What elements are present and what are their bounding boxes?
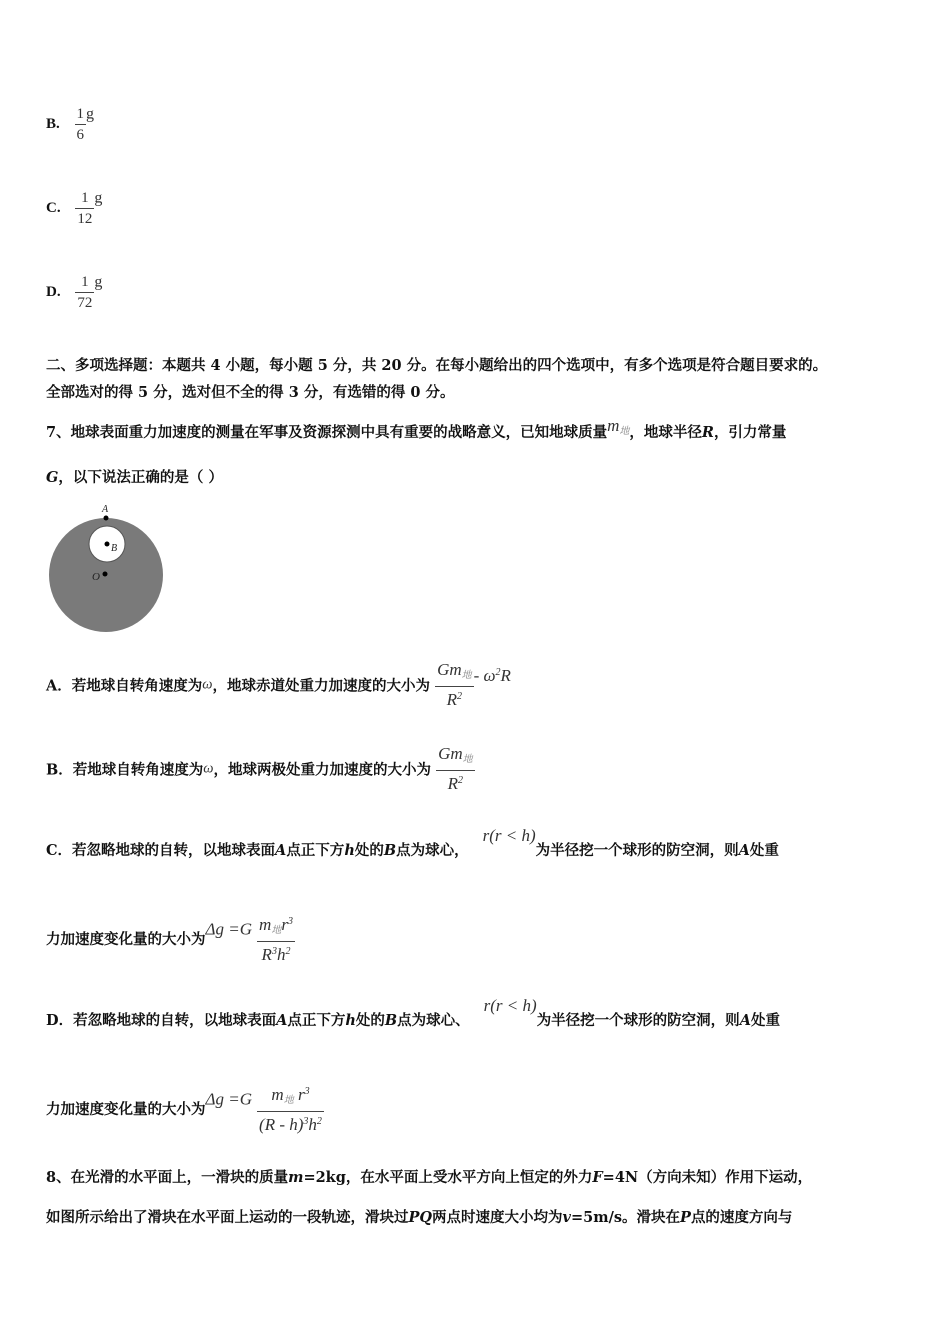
num-sub: 地 xyxy=(271,925,282,936)
den-sup: 2 xyxy=(458,775,464,786)
option-label: B. xyxy=(46,116,60,132)
q8-text-c: =4N（方向未知）作用下运动， xyxy=(602,1169,813,1186)
den-r: R xyxy=(261,945,272,964)
num-r-sup: 3 xyxy=(304,1086,310,1097)
option-a-tail xyxy=(474,666,511,685)
point-b: B xyxy=(384,1012,398,1029)
denominator xyxy=(257,942,295,965)
unit: g xyxy=(86,105,95,123)
q8-text-f: =5m/s。滑块在 xyxy=(570,1209,681,1226)
option-c-text1: C．若忽略地球的自转，以地球表面 xyxy=(46,842,276,859)
fraction xyxy=(75,104,87,145)
radius-condition: r(r < h) xyxy=(483,996,537,1015)
q8-text-g: 点的速度方向与 xyxy=(690,1209,793,1226)
q8-text-b: =2kg，在水平面上受水平方向上恒定的外力 xyxy=(303,1169,593,1186)
q8-line1 xyxy=(46,1166,812,1187)
numerator xyxy=(257,912,295,942)
option-d-text1: D．若忽略地球的自转，以地球表面 xyxy=(46,1012,277,1029)
num-text: Gm xyxy=(437,660,462,679)
num-r-sup: 3 xyxy=(287,916,293,927)
q8-text-e: 两点时速度大小均为 xyxy=(432,1209,563,1226)
den-rh-sup: 3 xyxy=(303,1116,309,1127)
point-a: A xyxy=(276,1012,288,1029)
num-text: Gm xyxy=(438,744,463,763)
numerator: 1 xyxy=(75,104,87,125)
point-a2: A xyxy=(739,1012,751,1029)
label-b: B xyxy=(111,543,118,554)
q7-option-b xyxy=(46,744,475,794)
option-c-line2-text: 力加速度变化量的大小为 xyxy=(46,931,206,948)
section-heading: 二、多项选择题：本题共 4 小题，每小题 5 分，共 20 分。在每小题给出的四个选项中，有多个选项是符合题目要求的。 xyxy=(46,357,828,374)
q7-stem-text: 7、地球表面重力加速度的测量在军事及资源探测中具有重要的战略意义，已知地球质量 xyxy=(46,424,608,441)
option-c-text2: 点正下方 xyxy=(286,842,345,859)
den-h: h xyxy=(308,1115,317,1134)
numerator: 1 xyxy=(75,272,94,293)
omega-symbol: ω xyxy=(202,676,213,693)
den-rh: (R - h) xyxy=(259,1115,304,1134)
option-d-text6: 处重 xyxy=(750,1012,780,1029)
unit: g xyxy=(94,189,103,207)
option-a-fraction xyxy=(435,660,474,710)
fraction xyxy=(75,188,94,229)
denominator: 6 xyxy=(76,127,85,143)
point-p: P xyxy=(680,1209,691,1226)
point-a-dot xyxy=(104,516,109,521)
q7-option-d-line1 xyxy=(46,996,780,1030)
point-a2: A xyxy=(738,842,750,859)
velocity-v: v xyxy=(562,1209,571,1226)
option-label: D. xyxy=(46,284,61,300)
label-o: O xyxy=(92,571,100,583)
num-m: m xyxy=(259,915,272,934)
radius-symbol: R xyxy=(701,424,714,441)
den-h-sup: 2 xyxy=(316,1116,322,1127)
den-r-sup: 3 xyxy=(271,946,277,957)
option-b-fraction xyxy=(436,744,475,794)
tail-omega: - ω xyxy=(473,666,496,685)
q8-text-a: 8、在光滑的水平面上，一滑块的质量 xyxy=(46,1169,289,1186)
option-d-text4: 点为球心、 xyxy=(397,1012,470,1029)
den-h-sup: 2 xyxy=(285,946,291,957)
delta-g-lhs: Δg =G xyxy=(205,919,252,939)
option-d-text5: 为半径挖一个球形的防空洞，则 xyxy=(536,1012,740,1029)
q7-option-d-line2 xyxy=(46,1082,324,1135)
den-text: R xyxy=(447,774,459,793)
tail-sup: 2 xyxy=(495,667,501,678)
points-pq: PQ xyxy=(408,1209,433,1226)
numerator xyxy=(436,744,475,771)
option-b-prev xyxy=(46,104,94,145)
point-b: B xyxy=(383,842,397,859)
section-heading-line2: 全部选对的得 5 分，选对但不全的得 3 分，有选错的得 0 分。 xyxy=(46,384,455,401)
q7-stem-text3: ，引力常量 xyxy=(713,424,787,441)
den-text: R xyxy=(446,690,458,709)
mass-m: m xyxy=(607,416,620,435)
num-r: r xyxy=(297,1085,305,1104)
depth-h: h xyxy=(345,1012,356,1029)
q7-stem-line1 xyxy=(46,416,786,442)
option-a-text2: ，地球赤道处重力加速度的大小为 xyxy=(212,677,430,695)
num-sub: 地 xyxy=(283,1095,294,1106)
option-c-text5: 为半径挖一个球形的防空洞，则 xyxy=(535,842,739,859)
q7-stem-text2: ，地球半径 xyxy=(629,424,702,441)
point-o-dot xyxy=(103,572,108,577)
mass-symbol xyxy=(607,416,629,435)
mass-sub: 地 xyxy=(619,426,630,437)
point-b-dot xyxy=(105,542,110,547)
numerator: 1 xyxy=(75,188,94,209)
depth-h: h xyxy=(344,842,355,859)
q7-option-c-line1 xyxy=(46,826,779,860)
num-sub: 地 xyxy=(462,754,473,765)
denominator: 12 xyxy=(77,211,93,227)
q8-line2 xyxy=(46,1206,792,1227)
numerator xyxy=(257,1082,324,1112)
delta-g-lhs: Δg =G xyxy=(205,1089,252,1109)
q8-text-d: 如图所示给出了滑块在水平面上运动的一段轨迹，滑块过 xyxy=(46,1209,409,1226)
radius-condition: r(r < h) xyxy=(482,826,536,845)
denominator: 72 xyxy=(77,295,93,311)
denominator xyxy=(257,1112,324,1135)
unit: g xyxy=(94,273,103,291)
option-c-text6: 处重 xyxy=(749,842,779,859)
den-sup: 2 xyxy=(457,691,463,702)
label-a: A xyxy=(102,504,109,515)
option-label: C. xyxy=(46,200,61,216)
option-d-fraction xyxy=(257,1082,324,1135)
point-a: A xyxy=(275,842,287,859)
option-c-text3: 处的 xyxy=(354,842,384,859)
tail-r: R xyxy=(500,666,511,685)
den-h: h xyxy=(276,945,286,964)
q7-option-a xyxy=(46,660,511,710)
option-c-fraction xyxy=(257,912,295,965)
num-m: m xyxy=(271,1085,284,1104)
q7-option-c-line2 xyxy=(46,912,295,965)
num-sub: 地 xyxy=(461,670,472,681)
option-d-line2-text: 力加速度变化量的大小为 xyxy=(46,1101,206,1118)
num-r: r xyxy=(281,915,288,934)
option-b-text: B．若地球自转角速度为 xyxy=(46,761,204,779)
force-f: F xyxy=(592,1169,603,1186)
option-d-text3: 处的 xyxy=(355,1012,385,1029)
option-d-text2: 点正下方 xyxy=(287,1012,346,1029)
option-c-prev xyxy=(46,188,102,229)
option-d-prev xyxy=(46,272,102,313)
option-a-text: A．若地球自转角速度为 xyxy=(46,677,203,695)
numerator xyxy=(435,660,474,687)
mass-m: m xyxy=(288,1169,304,1186)
g-symbol: G xyxy=(46,469,59,486)
denominator xyxy=(435,687,474,710)
option-c-text4: 点为球心， xyxy=(396,842,469,859)
option-b-text2: ，地球两极处重力加速度的大小为 xyxy=(213,761,432,779)
denominator xyxy=(436,771,475,794)
q7-stem-text4: ，以下说法正确的是（ ） xyxy=(58,469,223,486)
earth-figure xyxy=(44,500,170,636)
omega-symbol: ω xyxy=(203,760,214,777)
q7-stem-line2 xyxy=(46,466,223,487)
fraction xyxy=(75,272,94,313)
